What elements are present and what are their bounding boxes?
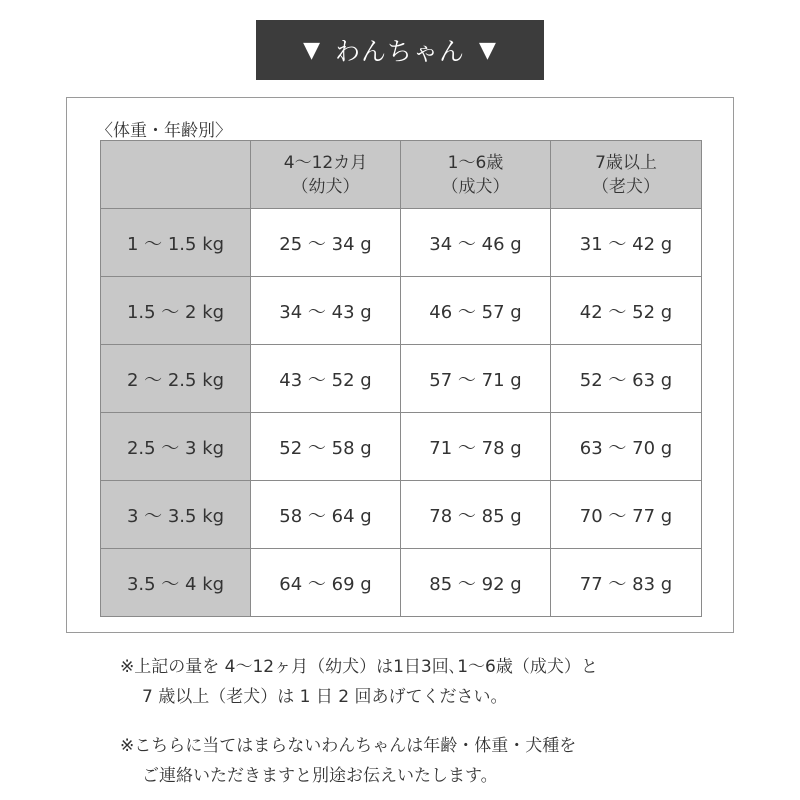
feeding-frequency-note [120,652,598,712]
header-cell-empty [101,141,251,209]
header-stage-label: （幼犬） [291,176,360,197]
table-row [101,481,702,549]
senior-amount-cell: 31 〜 42 g [551,209,702,277]
triangle-down-icon: ▼ [303,37,321,63]
senior-amount-cell: 42 〜 52 g [551,277,702,345]
note-line: ※こちらに当てはまらないわんちゃんは年齢・体重・犬種を [120,736,577,756]
senior-amount-cell: 77 〜 83 g [551,549,702,617]
adult-amount-cell: 57 〜 71 g [401,345,551,413]
header-banner [256,20,544,80]
weight-cell: 3.5 〜 4 kg [101,549,251,617]
weight-cell: 3 〜 3.5 kg [101,481,251,549]
weight-cell: 2.5 〜 3 kg [101,413,251,481]
weight-cell: 1.5 〜 2 kg [101,277,251,345]
table-row [101,209,702,277]
header-age-label: 7歳以上 [595,152,657,173]
note-line: ※上記の量を 4〜12ヶ月（幼犬）は1日3回､1〜6歳（成犬）と [120,657,598,677]
header-cell-adult [401,141,551,209]
puppy-amount-cell: 64 〜 69 g [251,549,401,617]
adult-amount-cell: 71 〜 78 g [401,413,551,481]
table-row [101,345,702,413]
weight-cell: 2 〜 2.5 kg [101,345,251,413]
header-age-label: 4〜12カ月 [283,152,368,173]
header-stage-label: （老犬） [592,176,660,197]
table-caption: 〈体重・年齢別〉 [96,121,232,141]
page-title: わんちゃん [334,37,465,66]
header-cell-senior [551,141,702,209]
puppy-amount-cell: 25 〜 34 g [251,209,401,277]
puppy-amount-cell: 52 〜 58 g [251,413,401,481]
puppy-amount-cell: 43 〜 52 g [251,345,401,413]
table-row [101,277,702,345]
senior-amount-cell: 52 〜 63 g [551,345,702,413]
header-age-label: 1〜6歳 [447,152,504,173]
puppy-amount-cell: 58 〜 64 g [251,481,401,549]
puppy-amount-cell: 34 〜 43 g [251,277,401,345]
triangle-down-icon: ▼ [479,37,497,63]
note-line: ご連絡いただきますと別途お伝えいたします。 [142,766,498,786]
adult-amount-cell: 34 〜 46 g [401,209,551,277]
adult-amount-cell: 78 〜 85 g [401,481,551,549]
table-header-row [101,141,702,209]
table-row [101,413,702,481]
note-line: 7 歳以上（老犬）は 1 日 2 回あげてください。 [142,687,508,707]
senior-amount-cell: 63 〜 70 g [551,413,702,481]
senior-amount-cell: 70 〜 77 g [551,481,702,549]
contact-note [120,731,576,791]
weight-cell: 1 〜 1.5 kg [101,209,251,277]
table-row [101,549,702,617]
header-stage-label: （成犬） [441,176,510,197]
adult-amount-cell: 46 〜 57 g [401,277,551,345]
header-cell-puppy [251,141,401,209]
adult-amount-cell: 85 〜 92 g [401,549,551,617]
feeding-amount-table [100,140,702,617]
